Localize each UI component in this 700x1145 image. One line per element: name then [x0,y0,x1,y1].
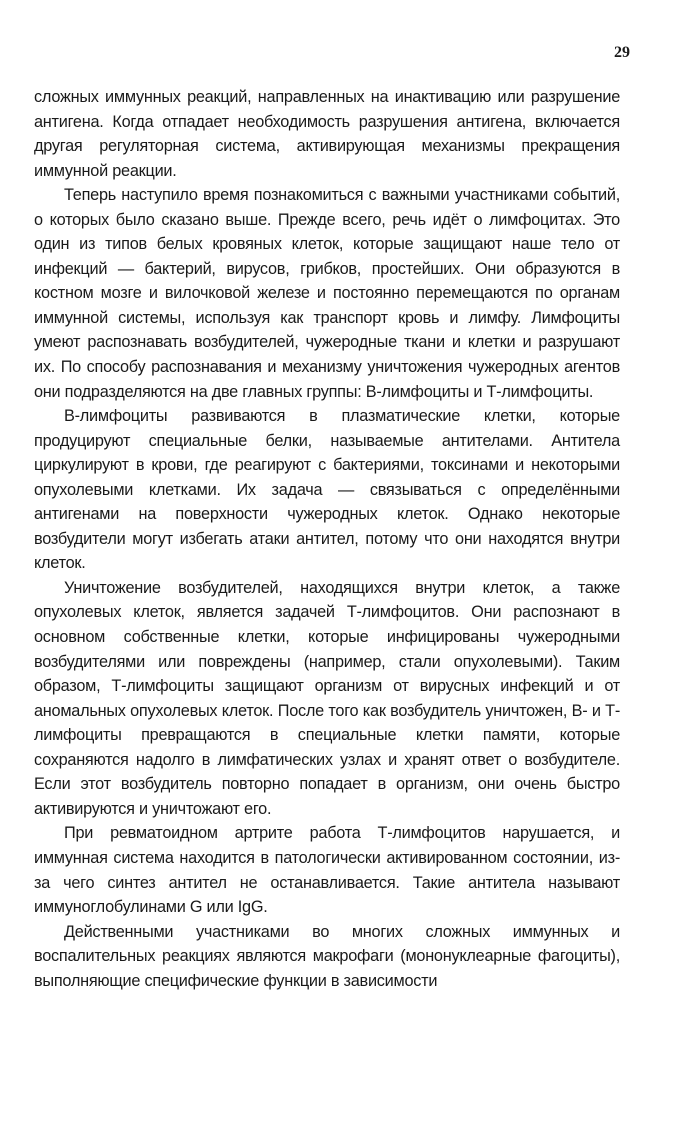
paragraph-6: Действенными участниками во многих сложных иммунных и воспалительных реакциях являются макрофаги (мононуклеарные фагоциты), выполняющие специфические функции в зависимости [34,922,620,990]
paragraph-3: В-лимфоциты развиваются в плазматические клетки, которые продуцируют специальные белки, называемые антителами. Антитела циркулируют в крови, где реагируют с бактериями, токсинами и некоторыми опухолевыми клетками. Их задача — связываться с определёнными антигенами на поверхности чужеродных клеток. Однако некоторые возбудители могут избегать атаки антител, потому что они находятся внутри клеток. [34,407,620,573]
body-text [34,85,620,993]
paragraph-4: Уничтожение возбудителей, находящихся внутри клеток, а также опухолевых клеток, является задачей Т-лимфоцитов. Они распознают в основном собственные клетки, которые инфицированы чужеродными возбудителями или повреждены (например, стали опухолевыми). Таким образом, Т-лимфоциты защищают организм от вирусных инфекций и от аномальных опухолевых клеток. После того как возбудитель уничтожен, В- и Т-лимфоциты превращаются в специальные клетки памяти, которые сохраняются надолго в лимфатических узлах и хранят ответ о возбудителе. Если этот возбудитель повторно попадает в организм, они очень быстро активируются и уничтожают его. [34,578,620,818]
paragraph-2: Теперь наступило время познакомиться с важными участниками событий, о которых было сказано выше. Прежде всего, речь идёт о лимфоцитах. Это один из типов белых кровяных клеток, которые защищают наше тело от инфекций — бактерий, вирусов, грибков, простейших. Они образуются в костном мозге и вилочковой железе и постоянно перемещаются по органам иммунной системы, используя как транспорт кровь и лимфу. Лимфоциты умеют распознавать возбудителей, чужеродные ткани и клетки и разрушают их. По способу распознавания и механизму уничтожения чужеродных агентов они подразделяются на две главных группы: В-лимфоциты и Т-лимфоциты. [34,186,620,401]
paragraph-5: При ревматоидном артрите работа Т-лимфоцитов нарушается, и иммунная система находится в патологически активированном состоянии, из-за чего синтез антител не останавливается. Такие антитела называют иммуноглобулинами G или IgG. [34,824,620,917]
page-number: 29 [614,44,630,61]
paragraph-1: сложных иммунных реакций, направленных на инактивацию или разрушение антигена. Когда отпадает необходимость разрушения антигена, включается другая регуляторная система, активирующая механизмы прекращения иммунной реакции. [34,88,620,180]
